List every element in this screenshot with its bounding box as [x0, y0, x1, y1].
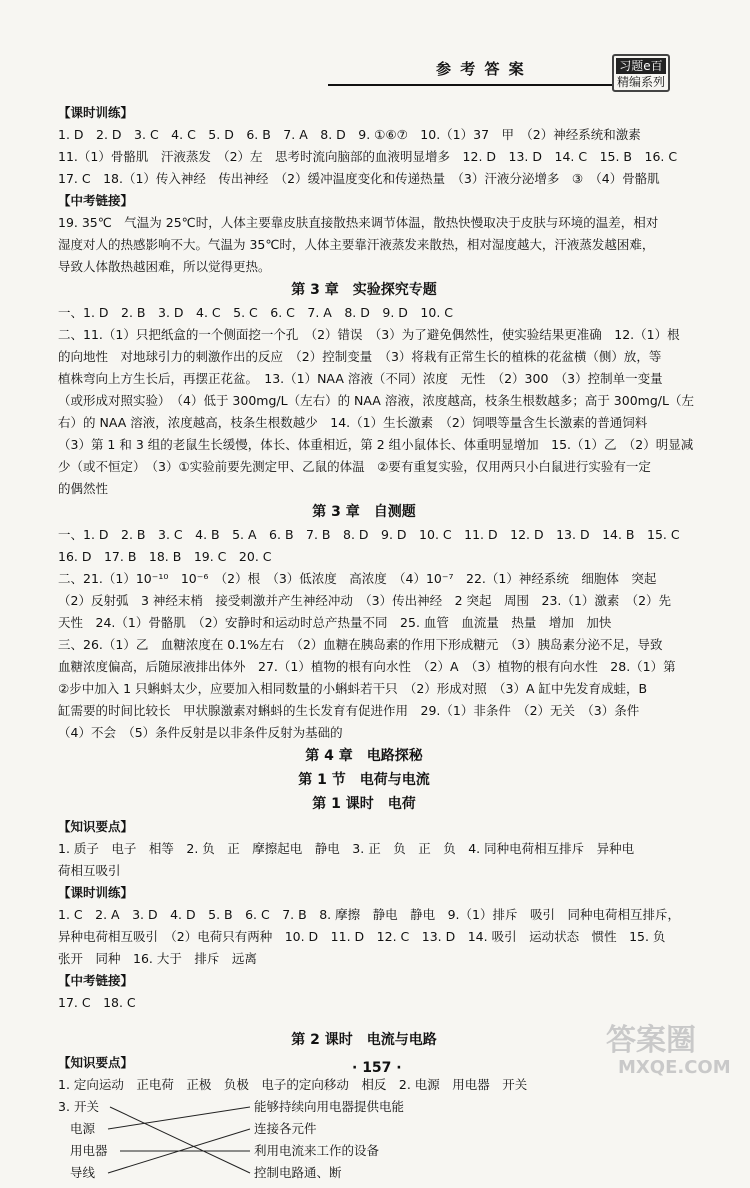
answer-line: 血糖浓度偏高，后随尿液排出体外 27.（1）植物的根有向水性 （2）A （3）植物的根有向水性 28.（1）第 [58, 659, 676, 674]
answer-line: 17. C 18.（1）传入神经 传出神经 （2）缓冲温度变化和传递热量 （3）汗液分泌增多 ③ （4）骨骼肌 [58, 171, 660, 186]
spacer [58, 1014, 670, 1028]
answer-line: 二、11.（1）只把纸盒的一个侧面挖一个孔 （2）错误 （3）为了避免偶然性，使实验结果更准确 12.（1）根 [58, 327, 680, 342]
answer-line: 荷相互吸引 [58, 863, 121, 878]
section-tag: 【课时训练】 [58, 885, 134, 900]
answer-line: （3）第 1 和 3 组的老鼠生长缓慢，体长、体重相近，第 2 组小鼠体长、体重明显增加 15.（1）乙 （2）明显减 [58, 437, 694, 452]
matching-left-item: 电源 [70, 1121, 96, 1136]
matching-connector [110, 1107, 250, 1173]
answer-line: 植株弯向上方生长后，再摆正花盆。 13.（1）NAA 溶液（不同）浓度 无性 （2）300 （3）控制单一变量 [58, 371, 663, 386]
section-heading: 第 3 章 自测题 [312, 504, 416, 520]
section-heading: 第 4 章 电路探秘 [305, 748, 423, 764]
section-heading: 第 1 课时 电荷 [312, 796, 416, 812]
watermark [606, 1015, 738, 1085]
section-tag: 【中考链接】 [58, 973, 134, 988]
matching-diagram [58, 1096, 670, 1188]
section-tag: 【知识要点】 [58, 1055, 134, 1070]
answer-line: 17. C 18. C [58, 995, 136, 1010]
answer-line: 二、21.（1）10⁻¹⁰ 10⁻⁶ （2）根 （3）低浓度 高浓度 （4）10⁻⁷ 22.（1）神经系统 细胞体 突起 [58, 571, 657, 586]
matching-right-item: 连接各元件 [254, 1121, 317, 1136]
answer-line: 湿度对人的热感影响不大。气温为 35℃时，人体主要靠汗液蒸发来散热，相对湿度越大，汗液蒸发越困难， [58, 237, 655, 252]
header-title: 参 考 答 案 [436, 60, 526, 78]
section-tag: 【中考链接】 [58, 193, 134, 208]
section-heading: 第 3 章 实验探究专题 [291, 282, 437, 298]
watermark-text: 答案圈 [606, 1023, 696, 1058]
answer-line: 11.（1）骨骼肌 汗液蒸发 （2）左 思考时流向脑部的血液明显增多 12. D 13. D 14. C 15. B 16. C [58, 149, 678, 164]
matching-right-item: 能够持续向用电器提供电能 [254, 1099, 405, 1114]
series-logo-line1: 习题e百 [616, 58, 666, 74]
series-logo-line2: 精编系列 [616, 75, 665, 89]
answer-line: （4）不会 （5）条件反射是以非条件反射为基础的 [58, 725, 343, 740]
series-logo [612, 54, 670, 92]
answer-line: （或形成对照实验） （4）低于 300mg/L（左右）的 NAA 溶液，浓度越高，枝条生根数越多；高于 300mg/L（左 [58, 393, 694, 408]
answer-line: 异种电荷相互吸引 （2）电荷只有两种 10. D 11. D 12. C 13. D 14. 吸引 运动状态 惯性 15. 负 [58, 929, 666, 944]
matching-left-item: 用电器 [70, 1143, 108, 1158]
section-heading: 第 2 课时 电流与电路 [291, 1032, 437, 1048]
answer-line: 1. 定向运动 正电荷 正极 负极 电子的定向移动 相反 2. 电源 用电器 开关 [58, 1077, 528, 1092]
answer-line: 1. C 2. A 3. D 4. D 5. B 6. C 7. B 8. 摩擦 静电 静电 9.（1）排斥 吸引 同种电荷相互排斥， [58, 907, 680, 922]
answer-line: ②步中加入 1 只蝌蚪太少，应要加入相同数量的小蝌蚪若干只 （2）形成对照 （3）A 缸中先发育成蛙，B [58, 681, 648, 696]
page-number: · 157 · [352, 1060, 402, 1076]
matching-right-item: 利用电流来工作的设备 [254, 1143, 380, 1158]
answer-line: 1. D 2. D 3. C 4. C 5. D 6. B 7. A 8. D 9. ①⑥⑦ 10.（1）37 甲 （2）神经系统和激素 [58, 127, 641, 142]
section-tag: 【课时训练】 [58, 105, 134, 120]
answer-line: 的偶然性 [58, 481, 109, 496]
answer-line: 张开 同种 16. 大于 排斥 远离 [58, 951, 257, 966]
answer-line: 少（或不恒定） （3）①实验前要先测定甲、乙鼠的体温 ②要有重复实验，仅用两只小白鼠进行实验有一定 [58, 459, 651, 474]
section-heading: 第 1 节 电荷与电流 [298, 772, 430, 788]
answer-line: 19. 35℃ 气温为 25℃时，人体主要靠皮肤直接散热来调节体温，散热快慢取决于皮肤与环境的温差，相对 [58, 215, 659, 230]
answer-line: 导致人体散热越困难，所以觉得更热。 [58, 259, 271, 274]
matching-lines [58, 1096, 258, 1188]
answer-line: 一、1. D 2. B 3. D 4. C 5. C 6. C 7. A 8. D 9. D 10. C [58, 305, 453, 320]
answer-line: 右）的 NAA 溶液，浓度越高，枝条生根数越少 14.（1）生长激素 （2）饲喂等量含生长激素的普通饲料 [58, 415, 648, 430]
section-tag: 【知识要点】 [58, 819, 134, 834]
matching-right-item: 控制电路通、断 [254, 1165, 342, 1180]
matching-number: 3. [58, 1099, 70, 1114]
matching-connector [108, 1107, 250, 1129]
matching-left-item: 导线 [70, 1165, 96, 1180]
matching-left-item: 开关 [74, 1099, 100, 1114]
watermark-url: MXQE.COM [618, 1057, 731, 1078]
answer-line: 16. D 17. B 18. B 19. C 20. C [58, 549, 272, 564]
answer-line: 缸需要的时间比较长 甲状腺激素对蝌蚪的生长发育有促进作用 29.（1）非条件 （2）无关 （3）条件 [58, 703, 640, 718]
answer-line: 的向地性 对地球引力的刺激作出的反应 （2）控制变量 （3）将栽有正常生长的植株的花盆横（侧）放，等 [58, 349, 662, 364]
header-rule [328, 84, 613, 86]
answer-line: 1. 质子 电子 相等 2. 负 正 摩擦起电 静电 3. 正 负 正 负 4. 同种电荷相互排斥 异种电 [58, 841, 635, 856]
answer-line: （2）反射弧 3 神经末梢 接受刺激并产生神经冲动 （3）传出神经 2 突起 周围 23.（1）激素 （2）先 [58, 593, 672, 608]
answer-line: 天性 24.（1）骨骼肌 （2）安静时和运动时总产热量不同 25. 血管 血流量 热量 增加 加快 [58, 615, 612, 630]
answer-line: 一、1. D 2. B 3. C 4. B 5. A 6. B 7. B 8. D 9. D 10. C 11. D 12. D 13. D 14. B 15. C [58, 527, 680, 542]
answer-line: 三、26.（1）乙 血糖浓度在 0.1%左右 （2）血糖在胰岛素的作用下形成糖元 （3）胰岛素分泌不足，导致 [58, 637, 663, 652]
